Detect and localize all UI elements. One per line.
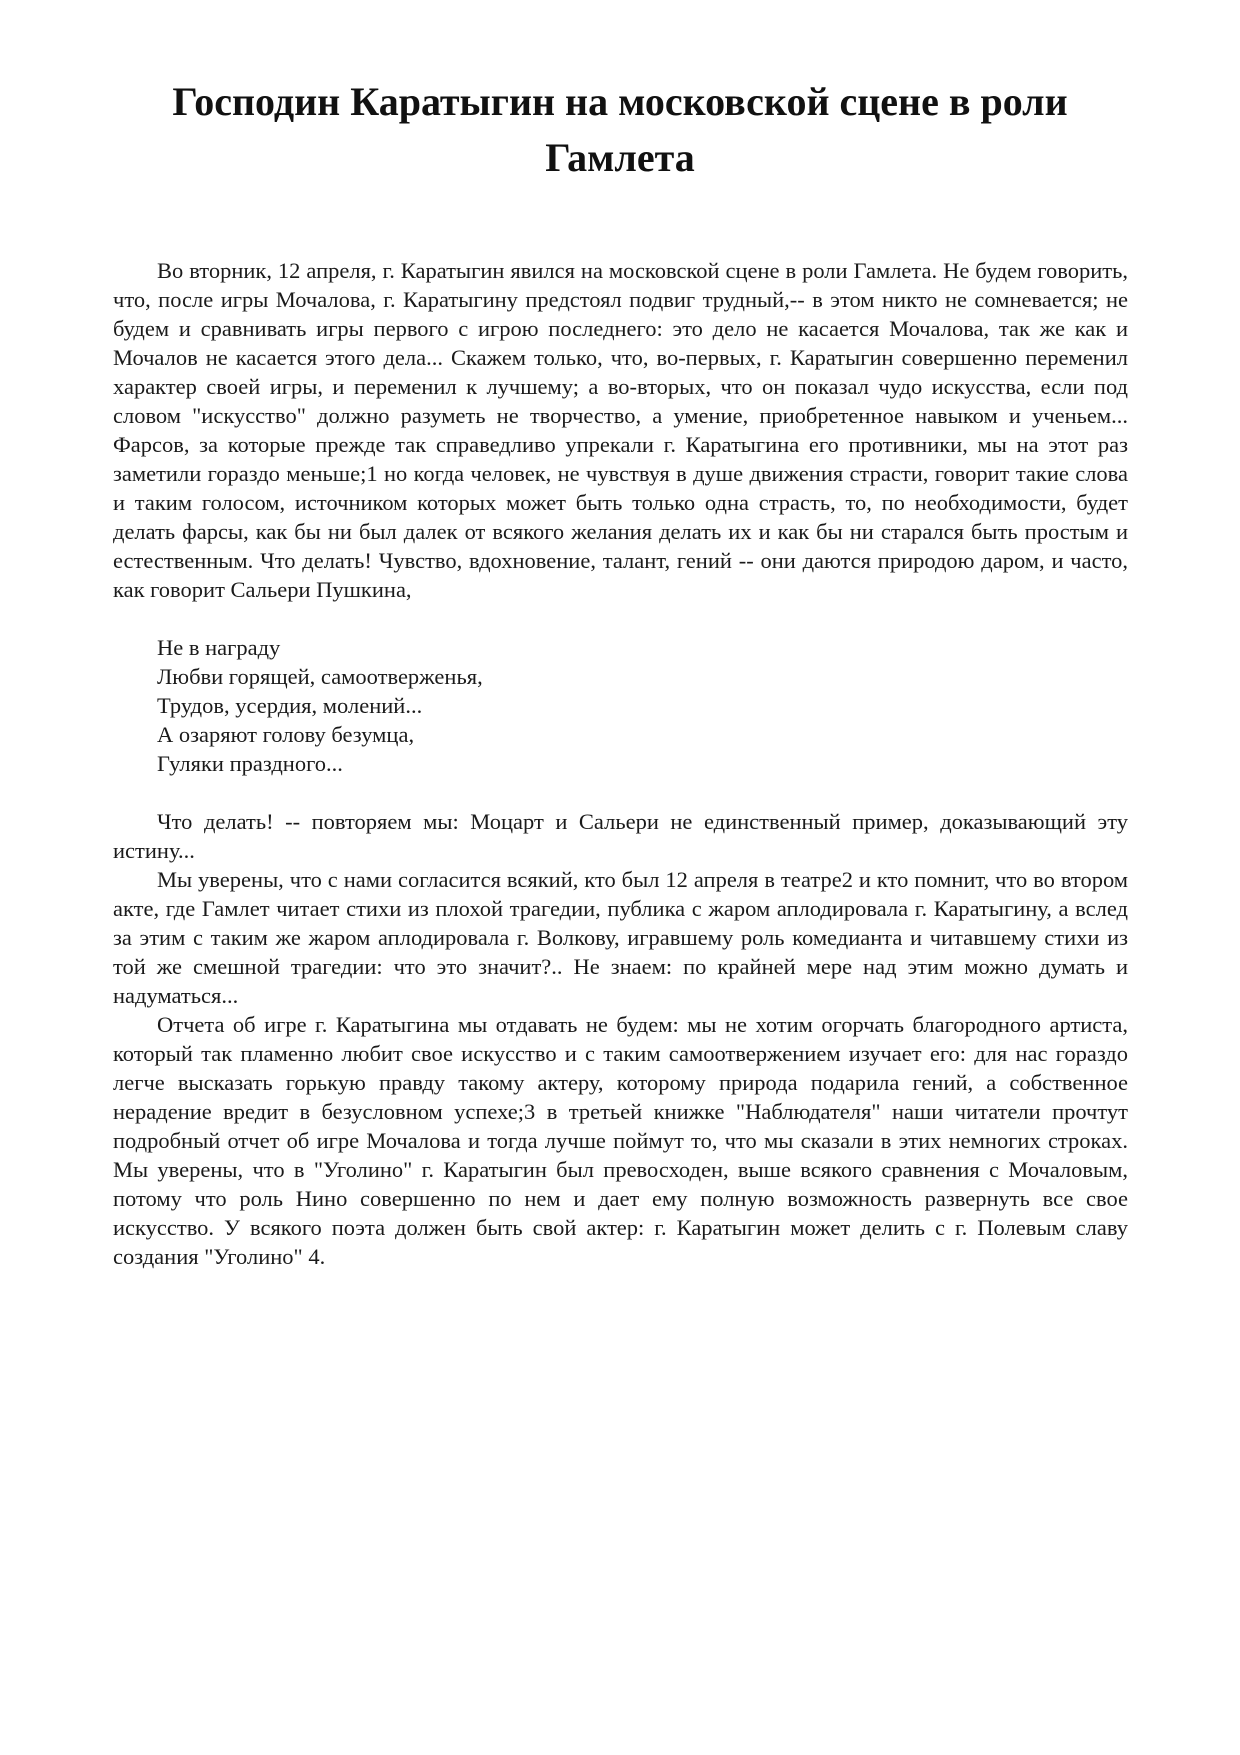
poem-line: А озаряют голову безумца, (157, 722, 415, 747)
poem-line: Не в награду (157, 635, 281, 660)
paragraph-april-12: Мы уверены, что с нами согласится всякий, кто был 12 апреля в театре2 и кто помнит, что во втором акте, где Гамлет читает стихи из плохой трагедии, публика с жаром аплодировала г. Каратыгину, а вслед за этим с таким же жаром аплодировала г. Волкову, игравшему роль комедианта и читавшему стихи из той же смешной трагедии: что это значит?.. Не знаем: по крайней мере над этим можно думать и надуматься... (113, 867, 1128, 1008)
page-title: Господин Каратыгин на московской сцене в роли Гамлета (172, 79, 1068, 180)
paragraph-report: Отчета об игре г. Каратыгина мы отдавать не будем: мы не хотим огорчать благородного артиста, который так пламенно любит свое искусство и с таким самоотвержением изучает его: для нас гораздо легче высказать горькую правду такому актеру, которому природа подарила гений, а собственное нерадение вредит в безусловном успехе;3 в третьей книжке "Наблюдателя" наши читатели прочтут подробный отчет об игре Мочалова и тогда лучше поймут то, что мы сказали в этих немногих строках. Мы уверены, что в "Уголино" г. Каратыгин был превосходен, выше всякого сравнения с Мочаловым, потому что роль Нино совершенно по нем и дает ему полную возможность развернуть все свое искусство. У всякого поэта должен быть свой актер: г. Каратыгин может делить с г. Полевым славу создания "Уголино" 4. (113, 1012, 1128, 1269)
poem-line: Гуляки праздного... (157, 751, 343, 776)
paragraph-mozart-salieri: Что делать! -- повторяем мы: Моцарт и Сальери не единственный пример, доказывающий эту истину... (113, 809, 1128, 863)
paragraph-intro: Во вторник, 12 апреля, г. Каратыгин явился на московской сцене в роли Гамлета. Не будем говорить, что, после игры Мочалова, г. Каратыгину предстоял подвиг трудный,-- в этом никто не сомневается; не будем и сравнивать игры первого с игрою последнего: это дело не касается Мочалова, так же как и Мочалов не касается этого дела... Скажем только, что, во-первых, г. Каратыгин совершенно переменил характер своей игры, и переменил к лучшему; а во-вторых, что он показал чудо искусства, если под словом "искусство" должно разуметь не творчество, а умение, приобретенное навыком и ученьем... Фарсов, за которые прежде так справедливо упрекали г. Каратыгина его противники, мы на этот раз заметили гораздо меньше;1 но когда человек, не чувствуя в душе движения страсти, говорит такие слова и таким голосом, источником которых может быть только одна страсть, то, по необходимости, будет делать фарсы, как бы ни был далек от всякого желания делать их и как бы ни старался быть простым и естественным. Что делать! Чувство, вдохновение, талант, гений -- они даются природою даром, и часто, как говорит Сальери Пушкина, (113, 258, 1128, 602)
poem-quote (157, 633, 1128, 778)
article-body (113, 256, 1128, 1271)
poem-line: Трудов, усердия, молений... (157, 693, 423, 718)
poem-line: Любви горящей, самоотверженья, (157, 664, 483, 689)
